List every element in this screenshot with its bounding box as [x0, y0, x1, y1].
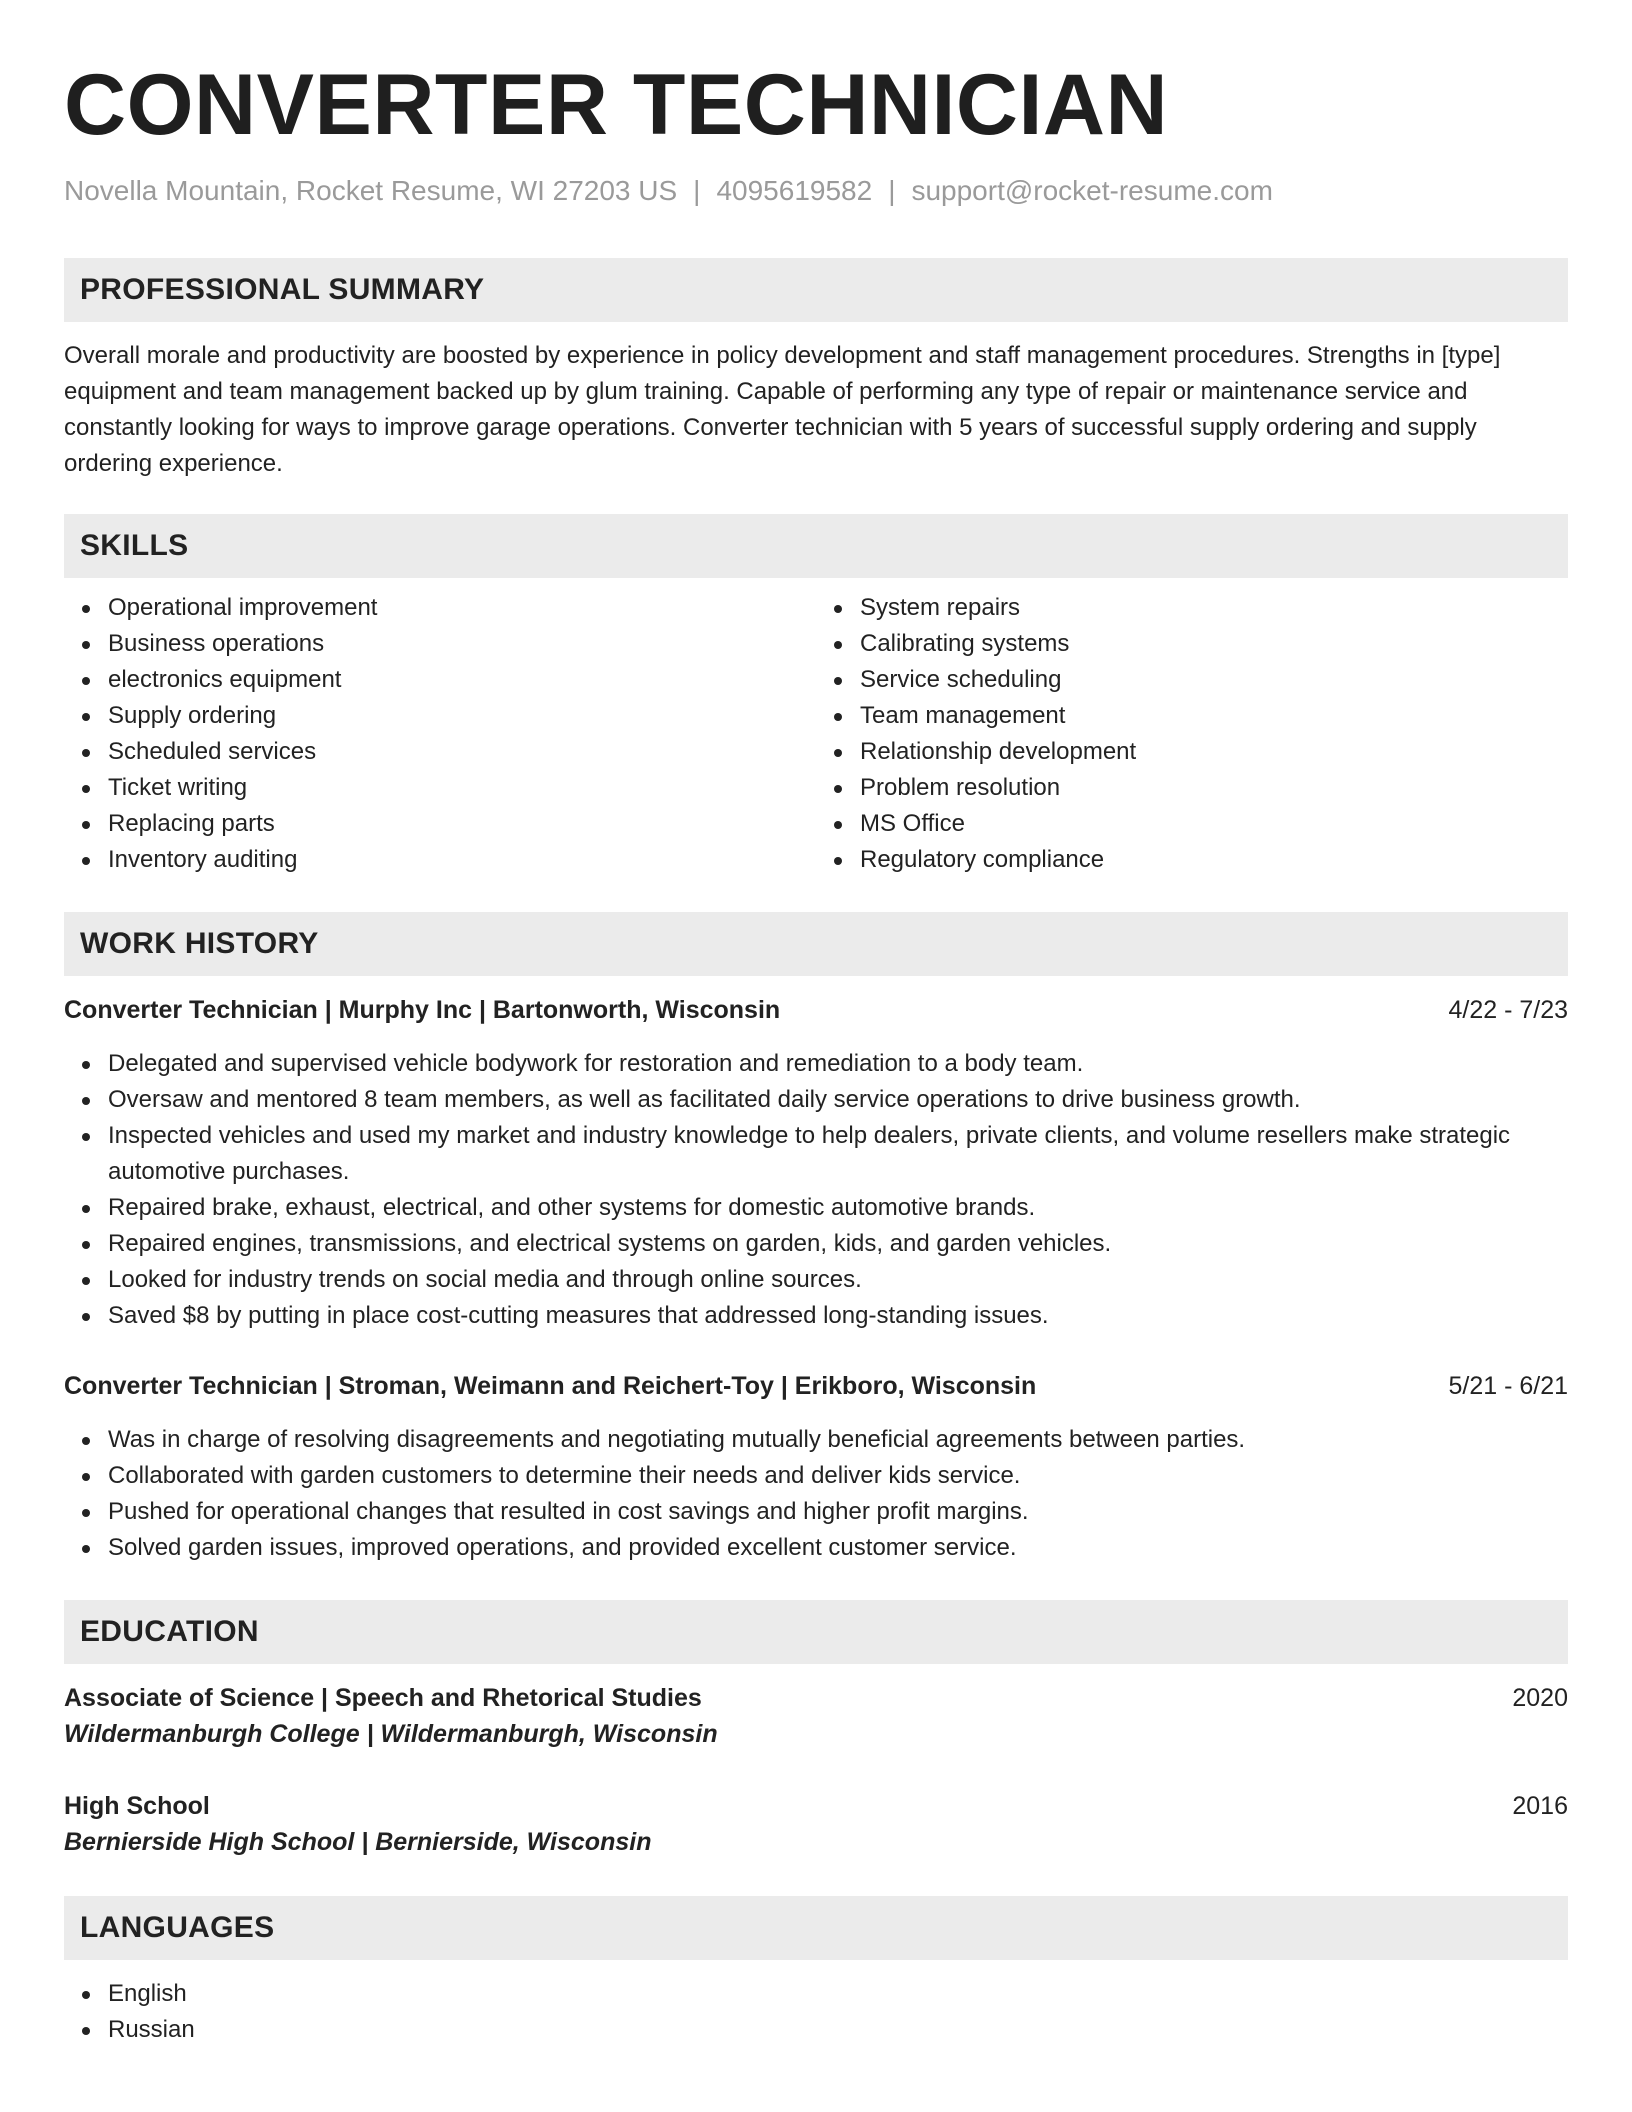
list-item: Russian	[108, 2012, 1568, 2048]
list-item: Repaired brake, exhaust, electrical, and other systems for domestic automotive brands.	[108, 1190, 1568, 1226]
list-item: Inventory auditing	[108, 842, 816, 878]
education-header	[64, 1680, 1568, 1716]
contact-line	[64, 174, 1568, 208]
education-heading: EDUCATION	[64, 1600, 1568, 1664]
summary-text: Overall morale and productivity are boosted by experience in policy development and staff management procedures. Strengths in [type] equipment and team management backed up by glum training. Capable of performing any type of repair or maintenance service and constantly looking for ways to improve garage operations. Converter technician with 5 years of successful supply ordering and supply ordering experience.	[64, 341, 1501, 477]
contact-address: Novella Mountain, Rocket Resume, WI 27203 US	[64, 175, 678, 206]
contact-email: support@rocket-resume.com	[911, 175, 1273, 206]
skills-left-list	[64, 590, 816, 878]
job-header	[64, 992, 1568, 1028]
job-dates: 4/22 - 7/23	[1448, 995, 1568, 1024]
languages-list	[64, 1976, 1568, 2048]
list-item: Calibrating systems	[860, 626, 1568, 662]
contact-phone: 4095619582	[716, 175, 873, 206]
education-degree: High School	[64, 1791, 210, 1820]
languages-heading: LANGUAGES	[64, 1896, 1568, 1960]
job-title: Converter Technician | Stroman, Weimann and Reichert-Toy | Erikboro, Wisconsin	[64, 1371, 1037, 1400]
list-item: Ticket writing	[108, 770, 816, 806]
work-heading: WORK HISTORY	[64, 912, 1568, 976]
list-item: MS Office	[860, 806, 1568, 842]
job-dates: 5/21 - 6/21	[1448, 1371, 1568, 1400]
education-school: Wildermanburgh College | Wildermanburgh, Wisconsin	[64, 1719, 718, 1748]
list-item: System repairs	[860, 590, 1568, 626]
list-item: Repaired engines, transmissions, and electrical systems on garden, kids, and garden vehicles.	[108, 1226, 1568, 1262]
list-item: Service scheduling	[860, 662, 1568, 698]
list-item: Inspected vehicles and used my market and industry knowledge to help dealers, private clients, and volume resellers make strategic automotive purchases.	[108, 1118, 1568, 1190]
list-item: Oversaw and mentored 8 team members, as well as facilitated daily service operations to drive business growth.	[108, 1082, 1568, 1118]
list-item: Saved $8 by putting in place cost-cutting measures that addressed long-standing issues.	[108, 1298, 1568, 1334]
skills-heading: SKILLS	[64, 514, 1568, 578]
education-header	[64, 1788, 1568, 1824]
contact-separator: |	[888, 175, 896, 206]
list-item: Collaborated with garden customers to determine their needs and deliver kids service.	[108, 1458, 1568, 1494]
job-title: Converter Technician | Murphy Inc | Bartonworth, Wisconsin	[64, 995, 781, 1024]
list-item: Delegated and supervised vehicle bodywork for restoration and remediation to a body team.	[108, 1046, 1568, 1082]
education-degree: Associate of Science | Speech and Rhetorical Studies	[64, 1683, 702, 1712]
contact-separator: |	[693, 175, 701, 206]
education-year: 2020	[1512, 1683, 1568, 1712]
list-item: Supply ordering	[108, 698, 816, 734]
list-item: Business operations	[108, 626, 816, 662]
list-item: Problem resolution	[860, 770, 1568, 806]
list-item: Was in charge of resolving disagreements and negotiating mutually beneficial agreements between parties.	[108, 1422, 1568, 1458]
list-item: Scheduled services	[108, 734, 816, 770]
list-item: Pushed for operational changes that resulted in cost savings and higher profit margins.	[108, 1494, 1568, 1530]
list-item: Operational improvement	[108, 590, 816, 626]
job-entry	[64, 1368, 1568, 1566]
list-item: Looked for industry trends on social media and through online sources.	[108, 1262, 1568, 1298]
skills-columns	[64, 590, 1568, 878]
education-school: Bernierside High School | Bernierside, Wisconsin	[64, 1827, 652, 1856]
job-bullets	[64, 1422, 1568, 1566]
resume-name: CONVERTER TECHNICIAN	[64, 57, 1169, 153]
list-item: Solved garden issues, improved operations, and provided excellent customer service.	[108, 1530, 1568, 1566]
education-entry	[64, 1680, 1568, 1752]
education-year: 2016	[1512, 1791, 1568, 1820]
job-bullets	[64, 1046, 1568, 1334]
list-item: English	[108, 1976, 1568, 2012]
list-item: Replacing parts	[108, 806, 816, 842]
summary-heading: PROFESSIONAL SUMMARY	[64, 258, 1568, 322]
list-item: Team management	[860, 698, 1568, 734]
job-header	[64, 1368, 1568, 1404]
skills-right-list	[816, 590, 1568, 878]
list-item: electronics equipment	[108, 662, 816, 698]
list-item: Relationship development	[860, 734, 1568, 770]
education-entry	[64, 1788, 1568, 1860]
job-entry	[64, 992, 1568, 1334]
list-item: Regulatory compliance	[860, 842, 1568, 878]
